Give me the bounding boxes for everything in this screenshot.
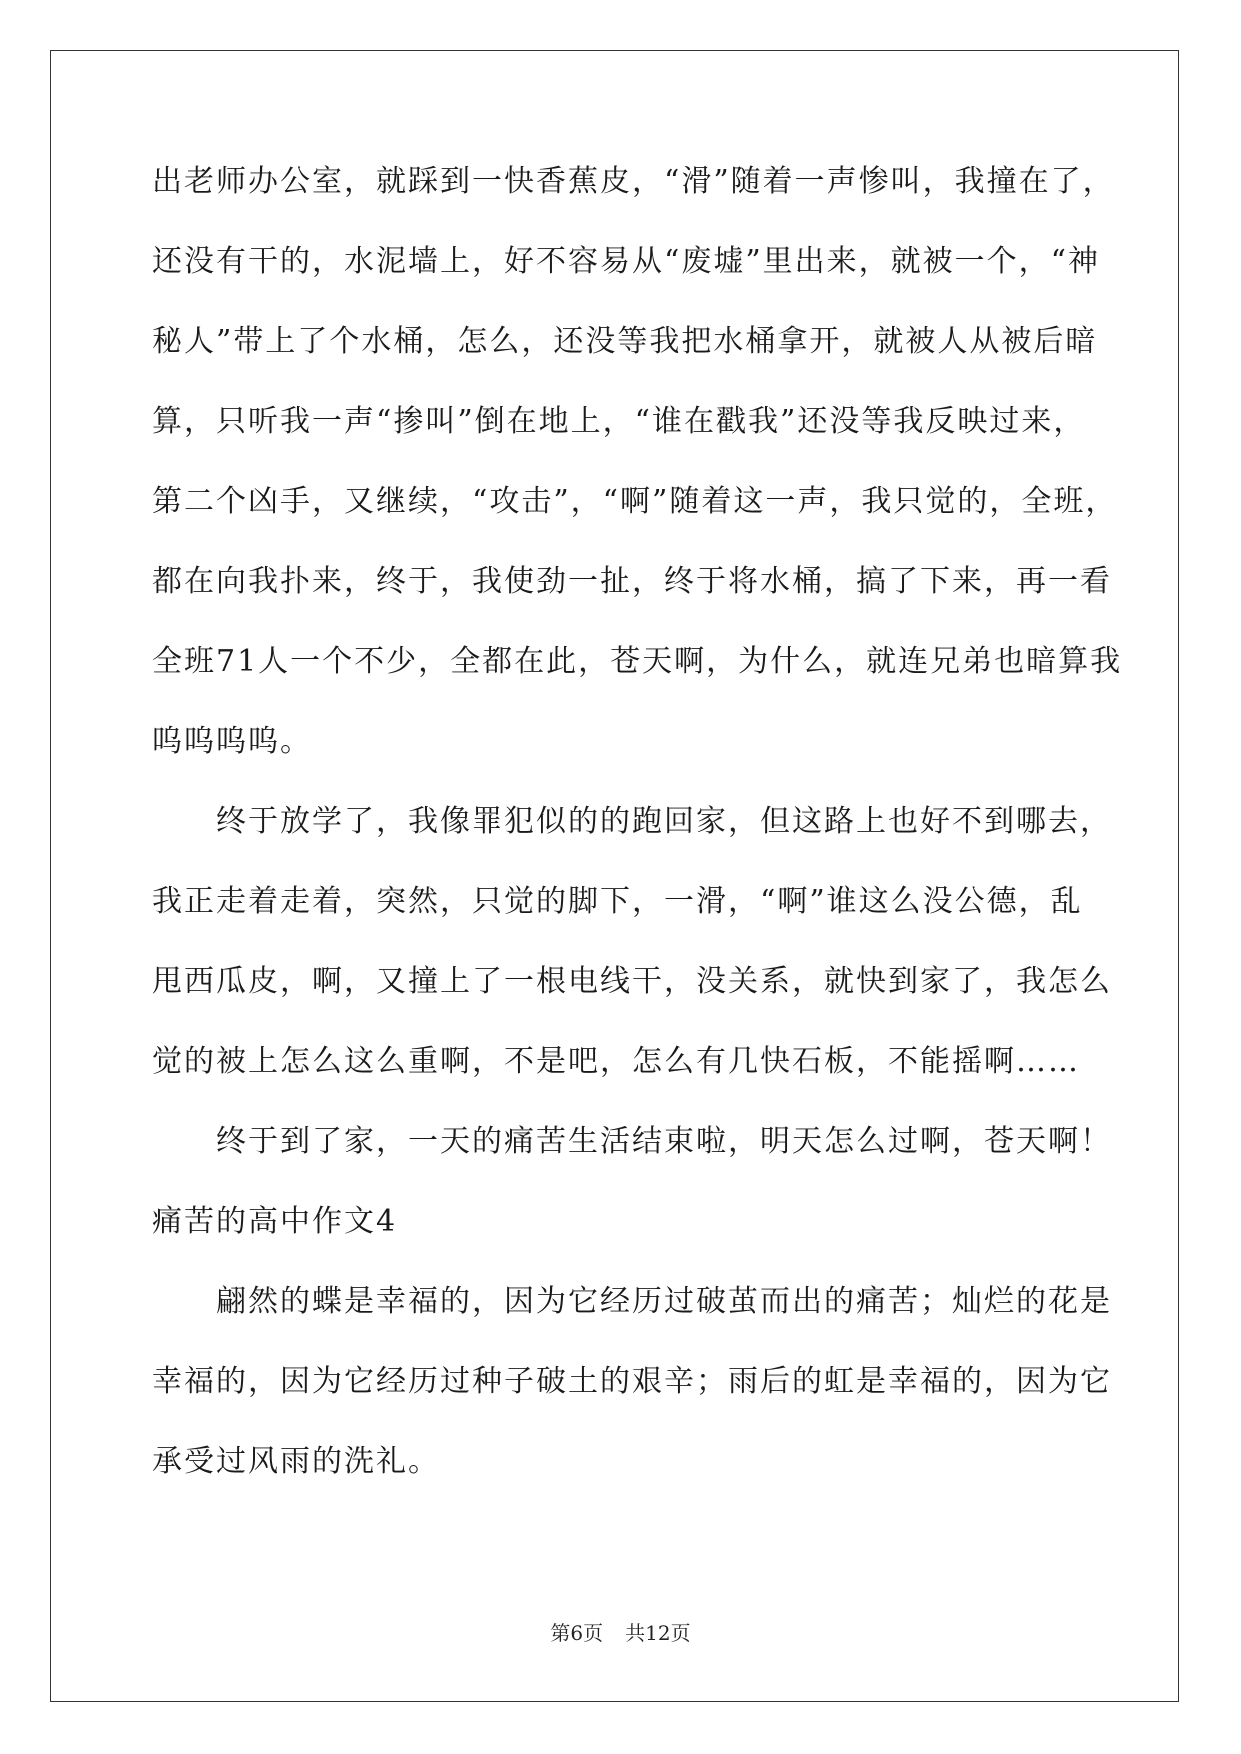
text-line: 还没有干的，水泥墙上，好不容易从“废墟”里出来，就被一个，“神 <box>152 244 1101 279</box>
text-line: 算，只听我一声“掺叫”倒在地上，“谁在戳我”还没等我反映过来， <box>152 404 1086 439</box>
paragraph-start-line: 翩然的蝶是幸福的，因为它经历过破茧而出的痛苦；灿烂的花是 <box>216 1284 1112 1319</box>
page-footer <box>0 1617 1241 1646</box>
text-line: 都在向我扑来，终于，我使劲一扯，终于将水桶，搞了下来，再一看 <box>152 564 1112 599</box>
text-line: 秘人”带上了个水桶，怎么，还没等我把水桶拿开，就被人从被后暗 <box>152 324 1098 359</box>
text-line: 全班71人一个不少，全都在此，苍天啊，为什么，就连兄弟也暗算我 <box>152 644 1123 679</box>
paragraph-start-line: 终于到了家，一天的痛苦生活结束啦，明天怎么过啊，苍天啊！ <box>216 1124 1112 1159</box>
section-heading: 痛苦的高中作文4 <box>152 1204 398 1239</box>
page-number: 第6页 <box>550 1621 604 1645</box>
document-body <box>152 160 1123 1520</box>
text-line: 呜呜呜呜。 <box>152 724 312 759</box>
text-line: 我正走着走着，突然，只觉的脚下，一滑，“啊”谁这么没公德，乱 <box>152 884 1083 919</box>
text-line: 出老师办公室，就踩到一快香蕉皮，“滑”随着一声惨叫，我撞在了， <box>152 164 1115 199</box>
text-line: 幸福的，因为它经历过种子破土的艰辛；雨后的虹是幸福的，因为它 <box>152 1364 1112 1399</box>
page-total: 共12页 <box>625 1621 691 1645</box>
text-line: 承受过风雨的洗礼。 <box>152 1444 440 1479</box>
paragraph-start-line: 终于放学了，我像罪犯似的的跑回家，但这路上也好不到哪去， <box>216 804 1112 839</box>
text-line: 第二个凶手，又继续，“攻击”，“啊”随着这一声，我只觉的，全班， <box>152 484 1118 519</box>
text-line: 甩西瓜皮，啊，又撞上了一根电线干，没关系，就快到家了，我怎么 <box>152 964 1112 999</box>
text-line: 觉的被上怎么这么重啊，不是吧，怎么有几快石板，不能摇啊…… <box>152 1044 1080 1079</box>
